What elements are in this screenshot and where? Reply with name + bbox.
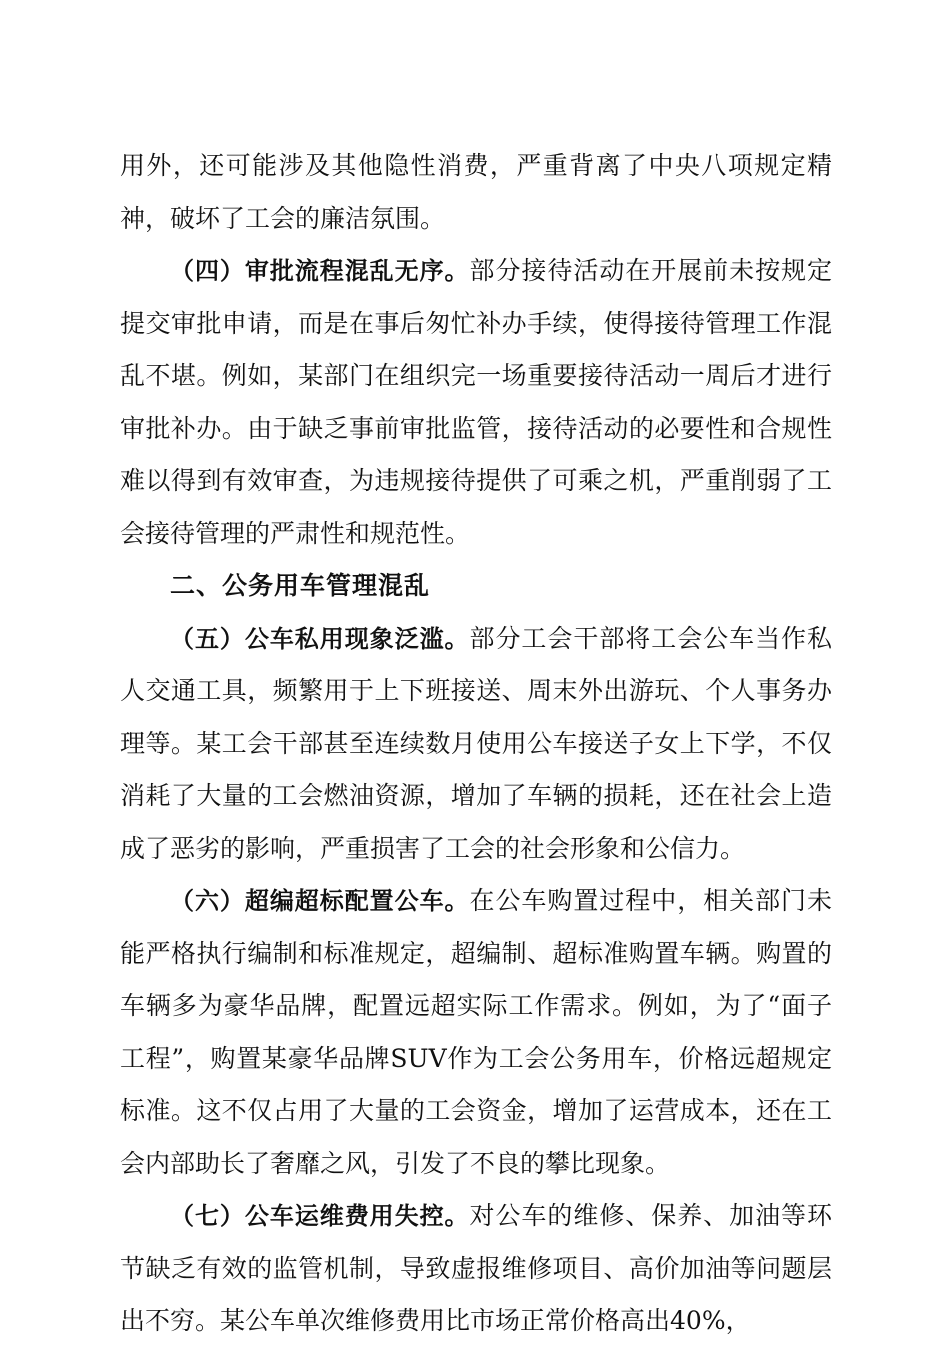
document-body xyxy=(120,140,832,1348)
paragraph-text: 部分工会干部将工会公车当作私人交通工具，频繁用于上下班接送、周末外出游玩、个人事务办理等。某工会干部甚至连续数月使用公车接送子女上下学，不仅消耗了大量的工会燃油资源，增加了车辆的损耗，还在社会上造成了恶劣的影响，严重损害了工会的社会形象和公信力。 xyxy=(120,623,832,863)
paragraph-continuation xyxy=(120,140,832,245)
paragraph-text: 部分接待活动在开展前未按规定提交审批申请，而是在事后匆忙补办手续，使得接待管理工作混乱不堪。例如，某部门在组织完一场重要接待活动一周后才进行审批补办。由于缺乏事前审批监管，接待活动的必要性和合规性难以得到有效审查，为违规接待提供了可乘之机，严重削弱了工会接待管理的严肃性和规范性。 xyxy=(120,256,832,548)
paragraph-text: 对公车的维修、保养、加油等环节缺乏有效的监管机制，导致虚报维修项目、高价加油等问题层出不穷。某公车单次维修费用比市场正常价格高出40%， xyxy=(120,1201,832,1335)
paragraph-approval-process xyxy=(120,245,832,560)
paragraph-lead: （五）公车私用现象泛滥。 xyxy=(170,624,470,653)
paragraph-maintenance-costs xyxy=(120,1190,832,1348)
section-heading: 二、公务用车管理混乱 xyxy=(170,571,431,600)
paragraph-over-standard xyxy=(120,875,832,1190)
paragraph-private-use xyxy=(120,613,832,876)
paragraph-lead: （四）审批流程混乱无序。 xyxy=(170,257,470,285)
paragraph-text: 在公车购置过程中，相关部门未能严格执行编制和标准规定，超编制、超标准购置车辆。购置的车辆多为豪华品牌，配置远超实际工作需求。例如，为了“面子工程”，购置某豪华品牌SUV作为工会公务用车，价格远超规定标准。这不仅占用了大量的工会资金，增加了运营成本，还在工会内部助长了奢靡之风，引发了不良的攀比现象。 xyxy=(120,886,832,1178)
paragraph-lead: （七）公车运维费用失控。 xyxy=(170,1202,470,1230)
paragraph-lead: （六）超编超标配置公车。 xyxy=(170,887,470,915)
paragraph-text: 用外，还可能涉及其他隐性消费，严重背离了中央八项规定精神，破坏了工会的廉洁氛围。 xyxy=(120,151,832,233)
